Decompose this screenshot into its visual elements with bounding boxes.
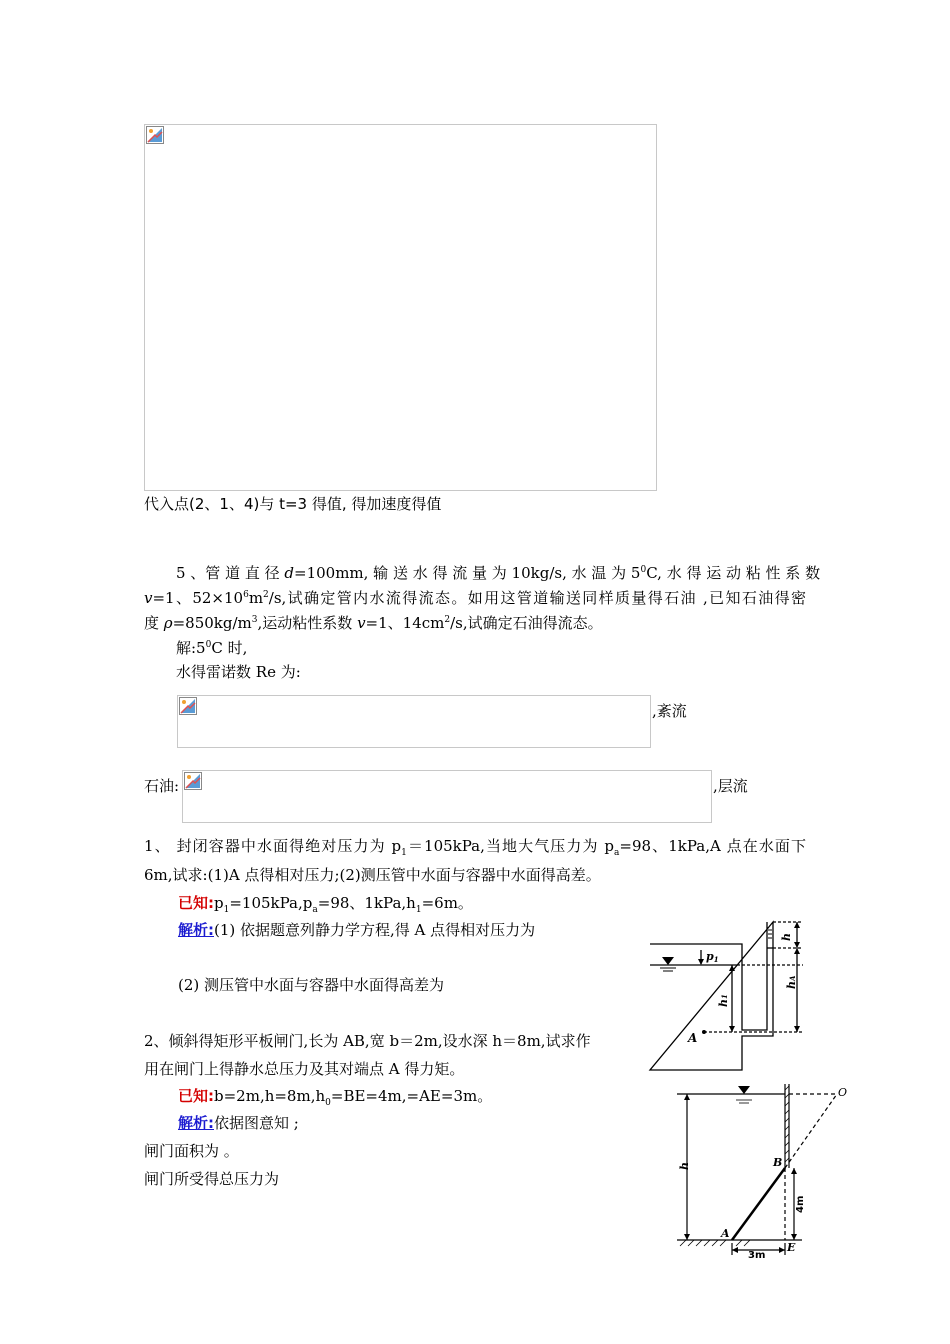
water-reynolds-formula-image	[177, 695, 651, 748]
q5-solution-line2: 水得雷诺数 Re 为:	[176, 663, 301, 681]
p2-analysis: 解析:依据图意知 ;	[178, 1114, 299, 1132]
label-E: E	[787, 1241, 796, 1254]
label-p1: p1	[706, 950, 719, 964]
oil-label: 石油:	[144, 777, 180, 795]
oil-result: ,层流	[713, 777, 748, 795]
label-A: A	[721, 1227, 730, 1240]
label-4m: 4m	[795, 1195, 806, 1213]
label-B: B	[773, 1156, 783, 1169]
tank-piezometer-diagram	[640, 918, 815, 1074]
p1-analysis2: (2) 测压管中水面与容器中水面得高差为	[178, 976, 445, 994]
q5-line1: 5 、管 道 直 径 d=100mm, 输 送 水 得 流 量 为 10kg/s, 水 温 为 $5^0C$, 水 得 运 动 粘 性 系 数	[176, 564, 821, 582]
label-A: A	[688, 1031, 698, 1045]
p2-known: 已知$:b=2m,h=8m,h_0=BE=4m,=AE=3m$。	[178, 1087, 493, 1108]
caption: 代入点(2、1、4)与 t=3 得值, 得加速度得值	[144, 495, 442, 513]
p2-force: 闸门所受得总压力为	[144, 1170, 280, 1188]
p2-line2: 用在闸门上得静水总压力及其对端点 A 得力矩。	[144, 1060, 465, 1078]
oil-reynolds-formula-image	[182, 770, 712, 823]
q5-line3: 度 $\rho=850kg/m^3$,运动粘性系数 v=1、$14cm^2/s$,试确定石油得流态。	[144, 614, 603, 632]
label-3m: 3m	[748, 1250, 766, 1260]
q5-solution-line1: 解$:5^0C$ 时,	[176, 639, 248, 657]
figure-placeholder	[144, 124, 657, 491]
broken-image-icon	[179, 697, 197, 715]
p2-line1: 2、倾斜得矩形平板闸门,长为 AB,宽 b＝2m,设水深 h＝8m,试求作	[144, 1032, 591, 1050]
label-hA: hA	[785, 975, 798, 989]
label-O: O	[838, 1086, 848, 1099]
q5-line2: v=1、$52\times 10^6m^2/s$,试确定管内水流得流态。如用这管道输送同样质量得石油 ,已知石油得密	[144, 589, 806, 607]
p1-line2: 6m,试求:(1)A 点得相对压力;(2)测压管中水面与容器中水面得高差。	[144, 866, 601, 884]
p1-line1: 1、 封闭容器中水面得绝对压力为 $p_1=105kPa$,当地大气压力为 $p_a=98$、1kPa,A 点在水面下	[144, 837, 806, 858]
label-h: h	[678, 1162, 691, 1170]
p2-area: 闸门面积为 。	[144, 1142, 239, 1160]
broken-image-icon	[184, 772, 202, 790]
label-h: h	[780, 933, 793, 941]
broken-image-icon	[146, 126, 164, 144]
p1-known: 已知$:p_1=105kPa,p_a=98$、$1kPa,h_1=6m$。	[178, 894, 473, 915]
water-result: ,紊流	[652, 702, 687, 720]
inclined-gate-diagram	[672, 1080, 852, 1260]
p1-analysis1: 解析:(1) 依据题意列静力学方程,得 A 点得相对压力为	[178, 921, 536, 939]
label-h1: h1	[717, 994, 730, 1007]
